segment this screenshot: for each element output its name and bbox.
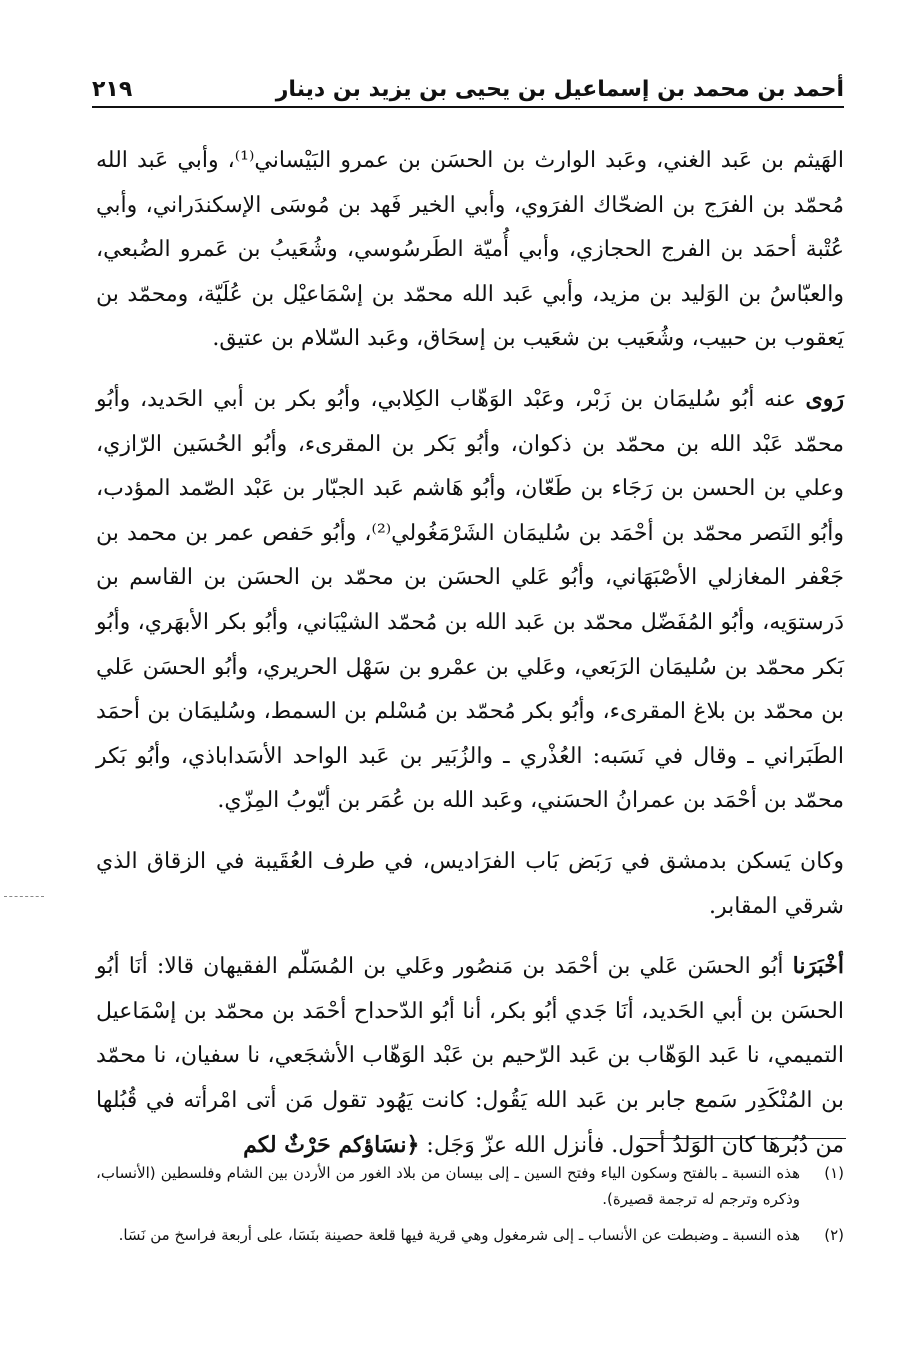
footnote-text: هذه النسبة ـ وضبطت عن الأنساب ـ إلى شرمغول وهي قرية فيها قلعة حصينة بنَسَا، على أربعة فراسخ من نَسَا. <box>118 1226 800 1244</box>
footnote-mark: (١) <box>824 1164 844 1182</box>
page-number: ٢١٩ <box>92 77 133 102</box>
footnotes <box>96 1160 844 1258</box>
paragraph-lead: أخْبَرَنا <box>792 953 844 980</box>
paragraph-hadith <box>96 944 844 1169</box>
footnote-1 <box>96 1160 844 1212</box>
footnote-separator <box>640 1138 846 1139</box>
paragraph-residence <box>96 839 844 929</box>
running-title: أحمد بن محمد بن إسماعيل بن يحيى بن يزيد بن دينار <box>275 77 844 102</box>
footnote-2 <box>96 1222 844 1248</box>
paragraph-teachers <box>96 138 844 362</box>
paragraph-lead: رَوى <box>805 385 844 412</box>
quran-quote: ﴿نسَاؤكم حَرْثٌ لكم <box>243 1132 420 1159</box>
paragraph-text: وكان يَسكن بدمشق في رَبَض بَاب الفرَاديس، في طرف العُقَيبة في الزقاق الذي شرقي المقابر. <box>96 848 844 919</box>
footnote-mark: (٢) <box>824 1226 844 1244</box>
footnote-text: هذه النسبة ـ بالفتح وسكون الياء وفتح السين ـ إلى بيسان من بلاد الغور من الأردن بين الشام وفلسطين (الأنساب، وذكره وترجم له ترجمة قصيرة). <box>96 1164 800 1208</box>
paragraph-narrators <box>96 377 844 824</box>
main-text <box>96 138 844 1184</box>
margin-scan-mark <box>4 896 44 905</box>
paragraph-text: عنه أبُو سُليمَان بن زَبْر، وعَبْد الوَهّاب الكِلابي، وأبُو بكر بن أبي الحَديد، وأبُو محمّد عَبْد الله بن محمّد بن ذكوان، وأبُو بَكر بن المقرىء، وأبُو الحُسَين الرّازي، وعلي بن الحسن بن رَجَاء بن طَعّان، وأبُو هَاشم عَبد الجبّار بن عَبْد الصّمد المؤدب، وأبُو النَصر محمّد بن أحْمَد بن سُليمَان الشَرْمَغُولي⁽²⁾، وأبُو حَفص عمر بن محمد بن جَعْفر المغازلي الأصْبَهَاني، وأبُو عَلي الحسَن بن محمّد بن الحسَن بن القاسم بن دَرستوَيه، وأبُو المُفَضّل محمّد بن عَبد الله بن مُحمّد الشيْبَاني، وأبُو بكر الأبهَري، وأبُو بَكر محمّد بن سُليمَان الرَبَعي، وعَلي بن عمْرو بن سَهْل الحريري، وأبُو الحسَن عَلي بن محمّد بن بلاغ المقرىء، وأبُو بكر مُحمّد بن مُسْلم بن السمط، وسُليمَان بن أحمَد الطَبَراني ـ وقال في نَسَبه: العُذْري ـ والزُبَير بن عَبد الواحد الأسَداباذي، وأبُو بَكر محمّد بن أحْمَد بن عمرانُ الحسَني، وعَبد الله بن عُمَر بن أيّوبُ المِزّي. <box>96 386 844 814</box>
page-header <box>92 60 844 108</box>
paragraph-text: الهَيثم بن عَبد الغني، وعَبد الوارث بن الحسَن بن عمرو البَيْساني⁽¹⁾، وأبي عَبد الله مُحمّد بن الفرَج بن الضحّاك الفرَوي، وأبي الخير فَهد بن مُوسَى الإسكندَراني، وأبي عُتْبة أحمَد بن الفرج الحجازي، وأبي أُميّة الطَرسُوسي، وشُعَيبُ بن عَمرو الضُبعي، والعبّاسُ بن الوَليد بن مزيد، وأبي عَبد الله محمّد بن إسْمَاعيْل بن عُلَيّة، ومحمّد بن يَعقوب بن حبيب، وشُعَيب بن شعَيب بن إسحَاق، وعَبد السّلام بن عتيق. <box>96 148 844 352</box>
paragraph-text: أبُو الحسَن عَلي بن أحْمَد بن مَنصُور وعَلي بن المُسَلّم الفقيهان قالا: أنَا أبُو الحسَن بن أبي الحَديد، أنَا جَدي أبُو بكر، أنا أبُو الدّحداح أحْمَد بن محمّد بن إسْمَاعيل التميمي، نا عَبد الوَهّاب بن عَبد الرّحيم بن عَبْد الوَهّاب الأشجَعي، نا سفيان، نا محمّد بن المُنْكَدِر سَمع جابر بن عَبد الله يَقُول: كانت يَهُود تقول مَن أتى امْرأته في قُبُلها من دُبُرهَا كان الوَلدُ أحول. فأنزل الله عزّ وَجَل: <box>96 954 844 1159</box>
